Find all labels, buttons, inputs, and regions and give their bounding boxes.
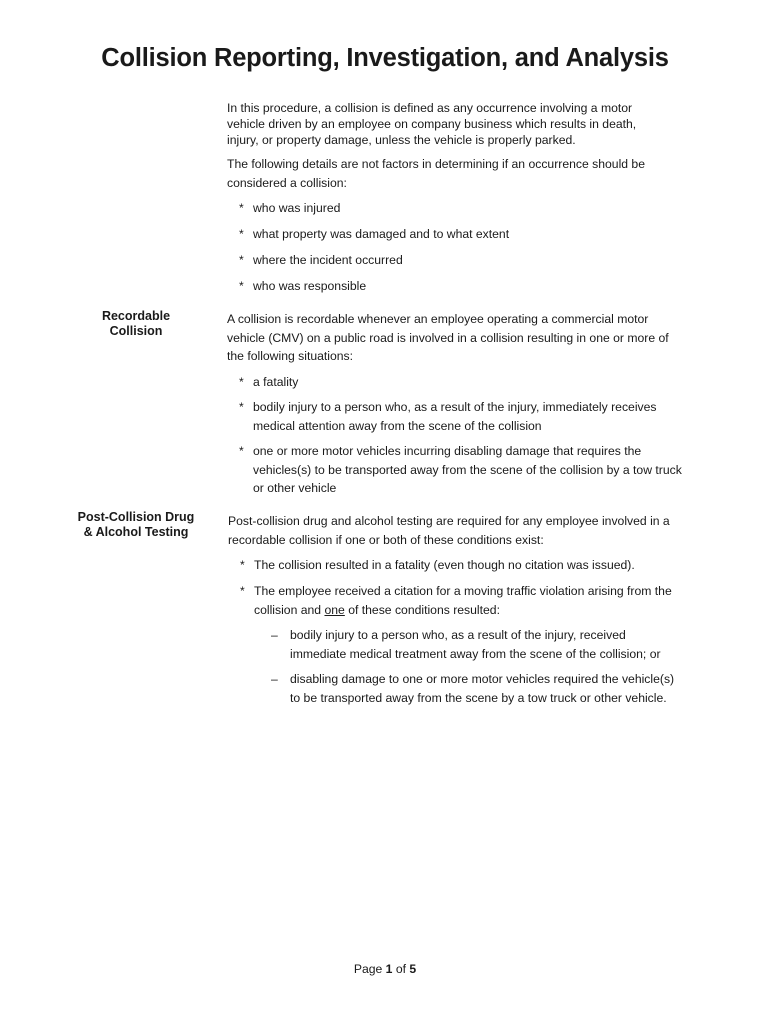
list-item-text: medical attention away from the scene of the collision: [253, 418, 542, 433]
bullet-marker: *: [240, 558, 245, 572]
sub-list-item-text: to be transported away from the scene by a tow truck or other vehicle.: [290, 690, 667, 705]
page-title: Collision Reporting, Investigation, and Analysis: [101, 44, 669, 72]
bullet-marker: *: [239, 201, 244, 215]
post-collision-line: Post-collision drug and alcohol testing are required for any employee involved in a: [228, 514, 670, 528]
list-item-text: The employee received a citation for a moving traffic violation arising from the: [254, 584, 672, 598]
dash-marker: –: [271, 672, 278, 686]
recordable-line: vehicle (CMV) on a public road is involved in a collision resulting in one or more of: [227, 330, 669, 345]
list-item-text: vehicles(s) to be transported away from the scene of the collision by a tow truck: [253, 462, 682, 477]
details-paragraph: [227, 155, 702, 192]
sub-list-item-text: bodily injury to a person who, as a result of the injury, received: [290, 628, 626, 642]
recordable-paragraph: [227, 310, 702, 366]
definition-line: vehicle driven by an employee on company business which results in death,: [227, 117, 637, 131]
recordable-line: the following situations:: [227, 349, 354, 363]
page-footer: [0, 962, 770, 976]
bullet-marker: *: [239, 375, 244, 389]
details-line: The following details are not factors in determining if an occurrence should be: [227, 157, 645, 171]
post-collision-testing-label: Post-Collision Drug & Alcohol Testing: [77, 510, 195, 539]
list-item-text: who was responsible: [253, 279, 367, 293]
definition-line: In this procedure, a collision is defined as any occurrence involving a motor: [227, 101, 633, 115]
list-item-text: collision and one of these conditions resulted:: [254, 602, 500, 617]
sub-list-item-text: immediate medical treatment away from the scene of the collision; or: [290, 646, 661, 661]
page-word: Page: [353, 962, 383, 976]
recordable-collision-label: Recordable Collision: [101, 309, 171, 338]
list-item-text: where the incident occurred: [253, 253, 403, 267]
details-line: considered a collision:: [227, 175, 347, 190]
bullet-marker: *: [239, 279, 244, 293]
bullet-marker: *: [240, 584, 245, 598]
post-collision-line: recordable collision if one or both of these conditions exist:: [228, 532, 544, 547]
list-item-text: or other vehicle: [253, 481, 337, 495]
bullet-marker: *: [239, 227, 244, 241]
list-item-text: what property was damaged and to what extent: [253, 227, 510, 241]
post-collision-paragraph: [228, 512, 703, 549]
bullet-marker: *: [239, 253, 244, 267]
list-item-text: a fatality: [253, 375, 299, 389]
bullet-marker: *: [239, 444, 244, 458]
definition-line: injury, or property damage, unless the vehicle is properly parked.: [227, 133, 576, 147]
bullet-marker: *: [239, 400, 244, 414]
underlined-word: one: [324, 602, 345, 617]
list-item-text: The collision resulted in a fatality (even though no citation was issued).: [254, 558, 635, 572]
total-pages: 5: [409, 962, 417, 976]
dash-marker: –: [271, 628, 278, 642]
list-item-text: one or more motor vehicles incurring disabling damage that requires the: [253, 444, 642, 458]
definition-paragraph: [227, 100, 702, 148]
of-word: of: [395, 962, 407, 976]
list-item-text: who was injured: [253, 201, 341, 215]
page-number: 1: [385, 962, 393, 976]
recordable-line: A collision is recordable whenever an employee operating a commercial motor: [227, 312, 649, 326]
sub-list-item-text: disabling damage to one or more motor vehicles required the vehicle(s): [290, 672, 675, 686]
list-item-text: bodily injury to a person who, as a result of the injury, immediately receives: [253, 400, 657, 414]
